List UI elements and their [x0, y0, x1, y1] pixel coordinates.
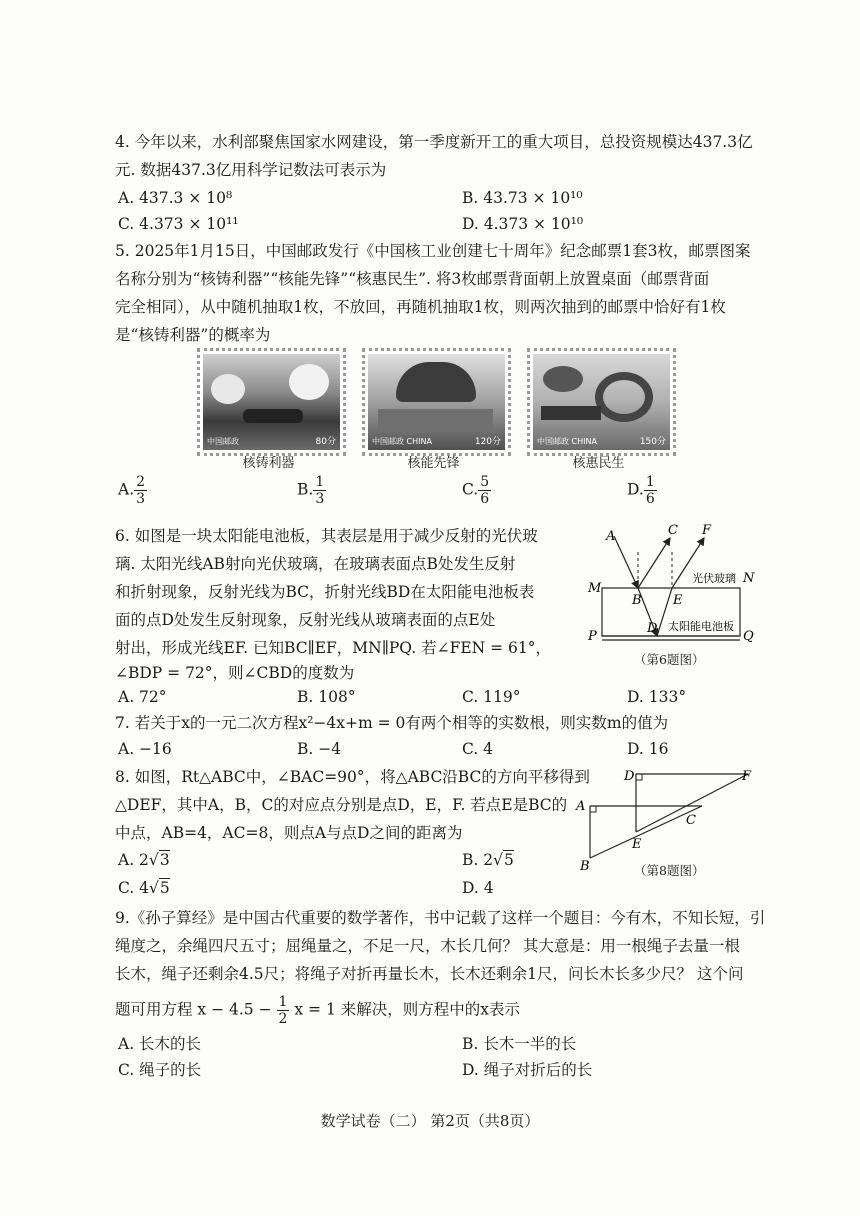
q4-stem-line1: 4. 今年以来，水利部聚焦国家水网建设，第一季度新开工的重大项目，总投资规模达437.3亿: [115, 133, 753, 151]
q5-stem-line4: 是“核铸利器”的概率为: [115, 326, 271, 344]
glass-label: 光伏玻璃: [692, 572, 736, 585]
q6-figure-caption: （第6题图）: [634, 652, 705, 667]
q9-option-c: C. 绳子的长: [118, 1061, 202, 1079]
mushroom-cloud-shape: [289, 364, 329, 400]
q8-figure: [570, 762, 760, 874]
label-a: A: [606, 529, 616, 544]
q8-figure-caption: （第8题图）: [634, 863, 705, 878]
q5-option-b: B. $\frac{1}{3}$: [297, 474, 325, 507]
q8-option-d: D. 4: [462, 879, 494, 897]
q6-option-a: A. 72°: [118, 688, 167, 706]
q6-stem-line2: 璃. 太阳光线AB射向光伏玻璃，在玻璃表面点B处发生反射: [115, 555, 516, 573]
q9-stem-line4: 题可用方程 x − 4.5 − $\frac{1}{2}$ x = 1 来解决，则方程中的x表示: [115, 994, 520, 1027]
label-m: M: [588, 581, 602, 596]
q6-option-b: B. 108°: [297, 688, 356, 706]
stamp-image-2: [362, 348, 511, 456]
ship-shape: [541, 406, 601, 420]
q7-stem: 7. 若关于x的一元二次方程x²−4x+m = 0有两个相等的实数根，则实数m的值为: [115, 714, 669, 732]
label-f: F: [702, 523, 712, 538]
q9-stem-line3: 长木，绳子还剩余4.5尺；将绳子对折再量长木，长木还剩余1尺，问长木长多少尺？ 这个问: [115, 965, 744, 983]
stamp-2-value: 120分: [474, 437, 501, 447]
panel-label: 太阳能电池板: [668, 620, 734, 633]
q5-option-a: A. $\frac{2}{3}$: [118, 474, 146, 507]
q7-option-d: D. 16: [627, 740, 669, 758]
submarine-shape: [243, 409, 303, 423]
label-c: C: [686, 813, 696, 828]
q8-stem-line1: 8. 如图，Rt△ABC中，∠BAC=90°，将△ABC沿BC的方向平移得到: [115, 768, 590, 786]
q8-option-b: B. 2√5: [462, 851, 514, 869]
label-f: F: [742, 769, 752, 784]
q8-option-a: A. 2√3: [118, 851, 170, 869]
q5-stem-line2: 名称分别为“核铸利器”“核能先锋”“核惠民生”. 将3枚邮票背面朝上放置桌面（邮票背面: [115, 270, 710, 288]
stamp-3-caption: 核惠民生: [572, 456, 625, 471]
page-footer: 数学试卷（二） 第2页（共8页）: [320, 1112, 540, 1130]
ring-device-shape: [595, 372, 653, 422]
stamp-1-mark: 中国邮政: [207, 437, 239, 446]
q6-option-c: C. 119°: [462, 688, 521, 706]
q8-stem-line3: 中点，AB=4，AC=8，则点A与点D之间的距离为: [115, 824, 463, 842]
q6-option-d: D. 133°: [627, 688, 687, 706]
q4-option-d: D. 4.373 × 10¹⁰: [462, 215, 584, 233]
stamp-1-value: 80分: [315, 437, 336, 447]
stamp-3-mark: 中国邮政 CHINA: [537, 437, 597, 446]
label-e: E: [673, 593, 683, 608]
q6-stem-line4: 面的点D处发生反射现象，反射光线从玻璃表面的点E处: [115, 611, 496, 629]
q8-option-c: C. 4√5: [118, 879, 170, 897]
city-skyline-shape: [378, 409, 493, 431]
label-b: B: [632, 593, 642, 608]
q7-option-b: B. −4: [297, 740, 342, 758]
q6-stem-line6: ∠BDP = 72°，则∠CBD的度数为: [115, 664, 355, 682]
label-n: N: [743, 571, 755, 586]
q7-option-a: A. −16: [118, 740, 172, 758]
q9-stem-line2: 绳度之，余绳四尺五寸；屈绳量之，不足一尺，木长几何？ 其大意是：用一根绳子去量一根: [115, 937, 740, 955]
mushroom-cloud-shape: [211, 374, 245, 404]
satellite-shape: [543, 366, 583, 392]
q6-stem-line1: 6. 如图是一块太阳能电池板，其表层是用于减少反射的光伏玻: [115, 527, 538, 545]
stamp-1-caption: 核铸利器: [242, 456, 295, 471]
label-d: D: [624, 769, 635, 784]
q4-option-a: A. 437.3 × 10⁸: [118, 189, 233, 207]
stamp-image-3: [527, 348, 676, 456]
q5-option-d: D. $\frac{1}{6}$: [627, 474, 655, 507]
q9-option-a: A. 长木的长: [118, 1035, 202, 1053]
label-p: P: [588, 629, 597, 644]
q5-option-c: C. $\frac{5}{6}$: [462, 474, 490, 507]
stamp-2-caption: 核能先锋: [407, 456, 460, 471]
q5-stem-line3: 完全相同），从中随机抽取1枚，不放回，再随机抽取1枚，则两次抽到的邮票中恰好有1枚: [115, 298, 726, 316]
q4-option-b: B. 43.73 × 10¹⁰: [462, 189, 583, 207]
q9-option-b: B. 长木一半的长: [462, 1035, 577, 1053]
stamp-2-mark: 中国邮政 CHINA: [372, 437, 432, 446]
q8-stem-line2: △DEF，其中A，B，C的对应点分别是点D，E，F. 若点E是BC的: [115, 796, 568, 814]
q9-option-d: D. 绳子对折后的长: [462, 1061, 593, 1079]
q6-stem-line5: 射出，形成光线EF. 已知BC∥EF，MN∥PQ. 若∠FEN = 61°，: [115, 639, 552, 657]
q4-option-c: C. 4.373 × 10¹¹: [118, 215, 239, 233]
q4-stem-line2: 元. 数据437.3亿用科学记数法可表示为: [115, 161, 387, 179]
label-q: Q: [743, 629, 754, 644]
stamp-image-1: [197, 348, 346, 456]
ray-bc: [638, 538, 670, 588]
q9-stem-line1: 9.《孙子算经》是中国古代重要的数学著作，书中记载了这样一个题目：今有木，不知长短，引: [115, 909, 766, 927]
label-b: B: [580, 859, 590, 874]
label-e: E: [632, 837, 642, 852]
q6-stem-line3: 和折射现象，反射光线为BC，折射光线BD在太阳能电池板表: [115, 583, 535, 601]
stamp-3-value: 150分: [639, 437, 666, 447]
label-c: C: [668, 523, 678, 538]
label-a: A: [576, 799, 586, 814]
ray-ab: [614, 536, 638, 588]
label-d: D: [647, 621, 658, 636]
reactor-shape: [396, 362, 476, 402]
q7-option-c: C. 4: [462, 740, 494, 758]
q5-stem-line1: 5. 2025年1月15日，中国邮政发行《中国核工业创建七十周年》纪念邮票1套3枚，邮票图案: [115, 242, 751, 260]
